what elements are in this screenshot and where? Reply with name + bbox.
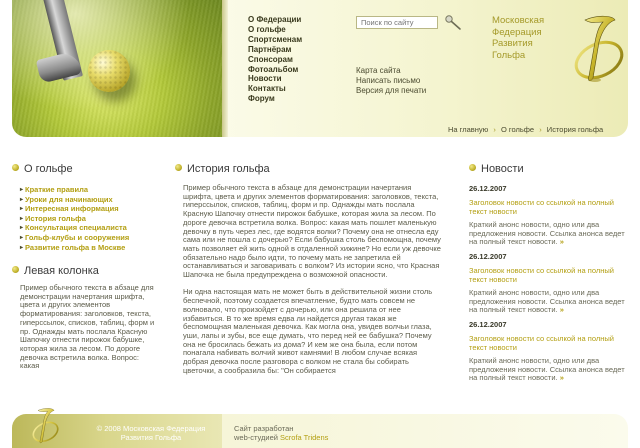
menu-item-consultation[interactable]: ▸ Консультация специалиста — [20, 224, 129, 234]
read-more-icon[interactable]: » — [559, 237, 564, 247]
utility-links — [356, 66, 426, 96]
news-title-link[interactable]: Заголовок новости со ссылкой на полный текст новости — [469, 198, 614, 216]
news-summary — [469, 221, 629, 247]
read-more-icon[interactable]: » — [559, 305, 564, 315]
nav-item-contacts[interactable]: Контакты — [248, 84, 286, 94]
developer-credit-line: Сайт разработан — [234, 424, 294, 433]
site-title-line: Московская — [492, 15, 545, 26]
breadcrumb-about-golf[interactable]: О гольфе — [500, 125, 535, 134]
news-date: 26.12.2007 — [469, 319, 507, 329]
gold-ball-bullet-icon — [175, 164, 182, 171]
article-paragraph: Ни одна настоящая мать не может быть в действительной жизни столь беспечной, поэтому создается впечатление, будто мать совсем не волновало, что произойдет с дочерью, или она решила от нее избавиться. В то же время едва ли найдется другая такая же беспомощная маленькая девочка. Как могла она, увидев волчьи глаза, уши, лапы и зубы, все еще думать, что перед ней ее бабушка? Почему она не бросилась бежать из дома? И кем же она была, если потом понагала набивать волчий живот камнями! В любом случае всякая добрая девочка после разговора с волком не стала бы собирать цветочки, а сообразила бы: "Он собирается — [183, 287, 433, 375]
read-more-icon[interactable]: » — [559, 373, 564, 383]
nav-item-forum[interactable]: Форум — [248, 94, 275, 104]
news-summary — [469, 357, 629, 383]
nav-item-sponsors[interactable]: Спонсорам — [248, 54, 293, 64]
golf-history-heading-text: История гольфа — [187, 163, 270, 175]
header-golf-photo — [12, 0, 222, 137]
header-divider — [222, 0, 228, 137]
site-header — [12, 0, 628, 137]
news-date: 26.12.2007 — [469, 184, 507, 193]
breadcrumb — [448, 125, 603, 134]
left-column-text: Пример обычного текста в абзаце для демонстрации начертания шрифта, цвета и других элементов форматирования: заголовков, текста, гиперссылок, списков, таблиц, форм и пр. Однажды мать послала Красную Шапочку отнести пирожок бабушке, которая жила за лесом. По дороге девочка встретила волка. Вопрос: какая — [20, 283, 155, 371]
menu-item-interesting-info[interactable]: ▸ Интересная информация — [20, 205, 129, 215]
search-input[interactable] — [356, 16, 438, 29]
golf-swoosh-logo-icon[interactable] — [26, 404, 64, 448]
copyright-line: © 2008 Московская Федерация — [96, 424, 206, 433]
site-title-line: Федерация — [492, 26, 542, 38]
golf-swoosh-logo-icon[interactable] — [569, 8, 627, 94]
breadcrumb-separator: › — [493, 125, 496, 134]
menu-item-golf-moscow[interactable]: ▸ Развитие гольфа в Москве — [20, 244, 129, 254]
developer-credit-prefix: web-студией — [234, 433, 281, 442]
article-body — [183, 184, 441, 384]
news-date: 26.12.2007 — [469, 251, 507, 261]
developer-link[interactable]: Scrofa Tridens — [280, 433, 329, 442]
footer-right-panel — [222, 414, 628, 448]
gold-ball-bullet-icon — [12, 164, 19, 171]
nav-item-partners[interactable]: Партнёрам — [248, 44, 292, 54]
left-column-heading-text: Левая колонка — [24, 265, 99, 277]
breadcrumb-home[interactable]: На главную — [448, 125, 489, 134]
gold-ball-bullet-icon — [12, 266, 19, 273]
footer-left-panel — [12, 414, 222, 448]
header-panel — [222, 0, 628, 137]
developer-credit — [234, 424, 328, 442]
main-nav — [248, 15, 302, 104]
site-footer — [12, 414, 628, 448]
menu-item-golf-history[interactable]: ▸ История гольфа — [20, 215, 129, 225]
about-golf-heading-text: О гольфе — [24, 163, 73, 175]
menu-item-golf-clubs[interactable]: ▸ Гольф-клубы и сооружения — [20, 234, 129, 244]
write-letter-link[interactable]: Написать письмо — [356, 76, 421, 85]
about-golf-heading — [12, 163, 73, 175]
developer-credit-line — [234, 433, 328, 442]
left-column-heading — [12, 265, 99, 277]
news-item — [469, 184, 629, 247]
print-version-link[interactable]: Версия для печати — [356, 86, 427, 95]
gold-ball-bullet-icon — [469, 164, 476, 171]
nav-item-athletes[interactable]: Спортсменам — [248, 34, 303, 44]
breadcrumb-separator: › — [539, 125, 542, 134]
news-list — [469, 184, 629, 388]
news-summary — [469, 289, 629, 315]
news-summary-text: Краткий анонс новости, одно или два предложения новости. Ссылка анонса ведет на полный текст новости. — [469, 288, 625, 315]
news-title-link[interactable]: Заголовок новости со ссылкой на полный текст новости — [469, 265, 614, 284]
news-heading — [469, 163, 524, 175]
breadcrumb-current: История гольфа — [546, 125, 604, 134]
menu-item-short-rules[interactable]: ▸ Краткие правила — [20, 186, 129, 196]
about-golf-menu — [20, 186, 129, 253]
menu-item-beginner-lessons[interactable]: ▸ Уроки для начинающих — [20, 196, 129, 206]
nav-item-federation[interactable]: О Федерации — [248, 15, 302, 24]
copyright — [86, 424, 216, 442]
news-summary-text: Краткий анонс новости, одно или два предложения новости. Ссылка анонса ведет на полный текст новости. — [469, 220, 625, 247]
article-paragraph: Пример обычного текста в абзаце для демонстрации начертания шрифта, цвета и других элементов форматирования: заголовков, текста, гиперссылок, списков, таблиц, форм и пр. Однажды мать послала Красную Шапочку отнести пирожок бабушке, которая жила за лесом. По дороге девочка встретила волка. Вопрос: какая мать пошлет маленькую девочку в путь через лес, где водятся волки? Почему она не отнесла еду сама или не пошла с дочерью? Если бабушка столь беспомощна, почему мать позволяет ей жить одной в отдаленной хижине? Но если уж девочке обязательно надо было идти, то почему мать не запретила ей останавливаться и заговаривать с волком? Из истории ясно, что Красная Шапочка не была предупреждена о возможной опасности. — [183, 183, 441, 280]
site-title — [492, 15, 572, 61]
sitemap-link[interactable]: Карта сайта — [356, 66, 401, 75]
news-summary-text: Краткий анонс новости, одно или два предложения новости. Ссылка анонса ведет на полный текст новости. — [469, 356, 625, 383]
nav-item-photo-album[interactable]: Фотоальбом — [248, 64, 299, 74]
site-title-line: Развития — [492, 38, 533, 49]
nav-item-about-golf[interactable]: О гольфе — [248, 24, 286, 34]
news-title-link[interactable]: Заголовок новости со ссылкой на полный текст новости — [469, 333, 614, 352]
news-item — [469, 252, 629, 315]
site-title-line: Гольфа — [492, 49, 526, 61]
news-heading-text: Новости — [481, 163, 524, 175]
golf-club-search-icon[interactable] — [444, 14, 462, 32]
copyright-line: Развития Гольфа — [120, 433, 182, 442]
news-item — [469, 320, 629, 383]
golf-history-heading — [175, 163, 270, 175]
nav-item-news[interactable]: Новости — [248, 74, 282, 84]
